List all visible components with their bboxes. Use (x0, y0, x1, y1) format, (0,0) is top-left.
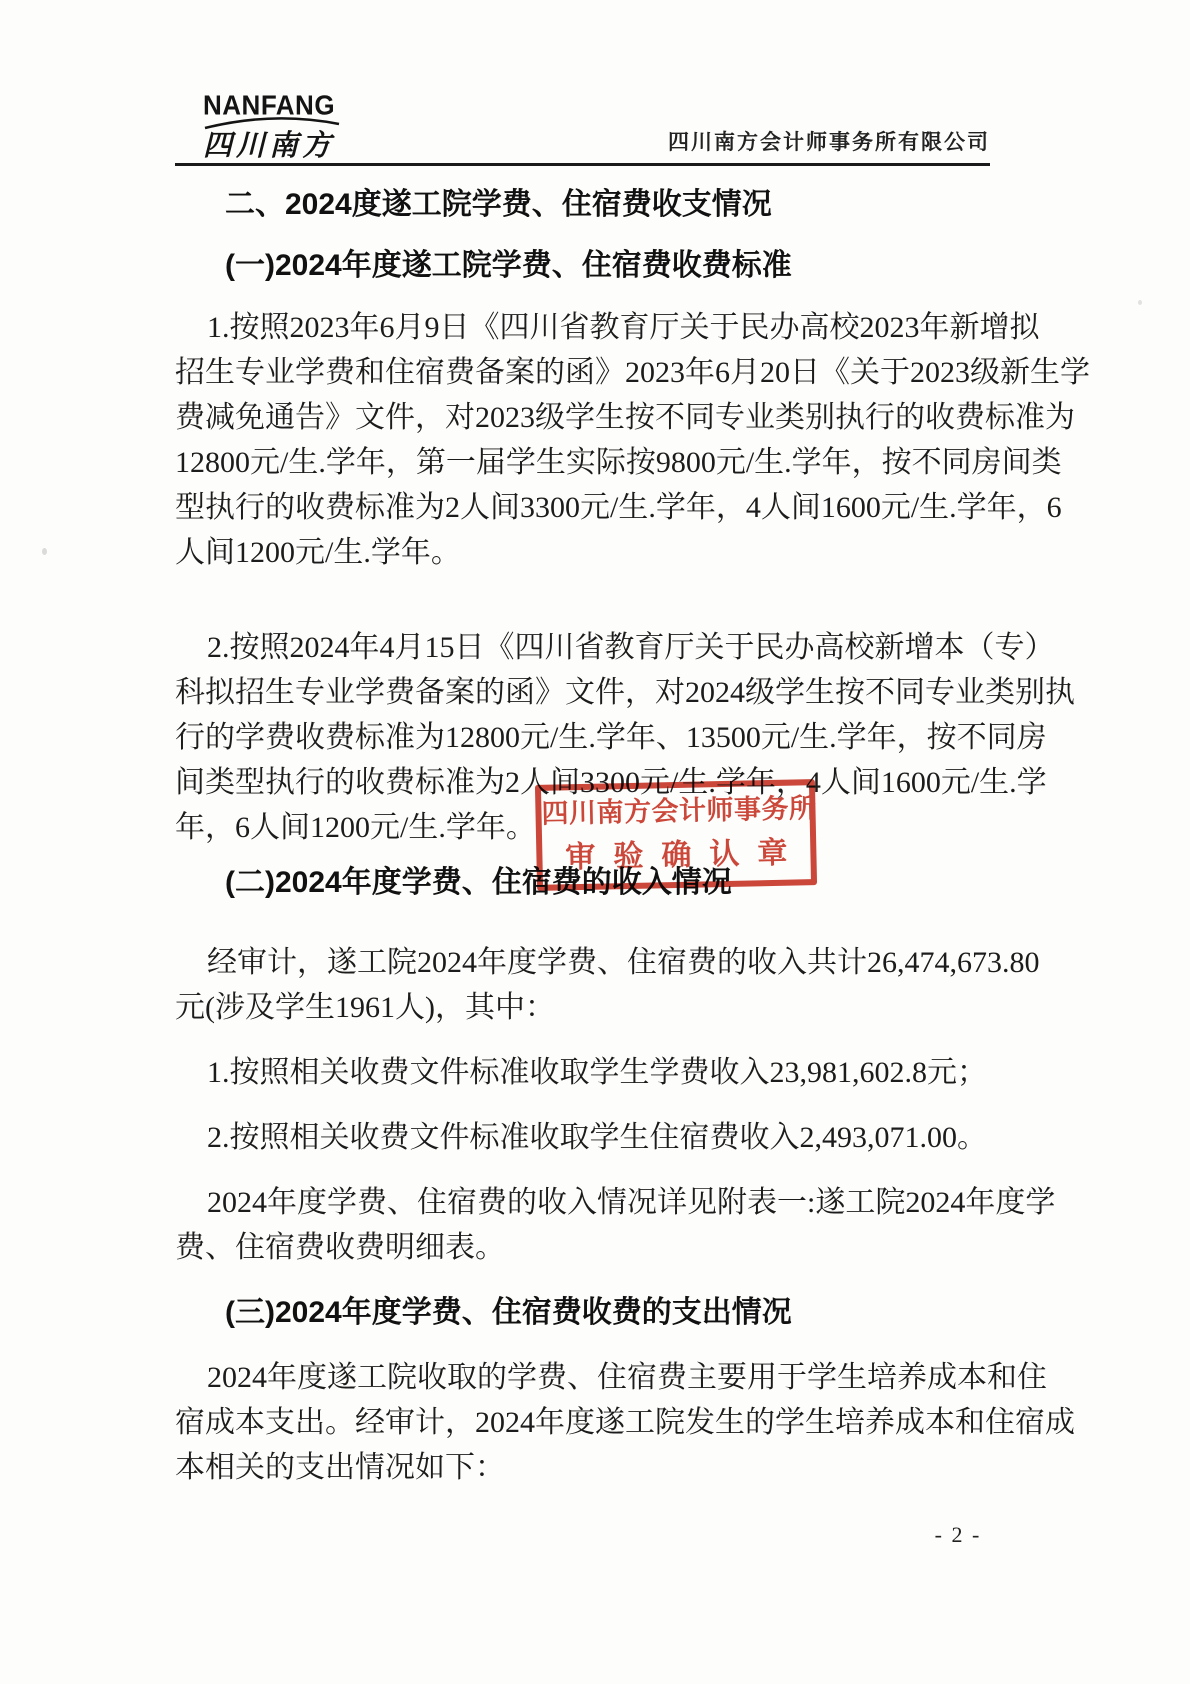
text-line: 2024年度学费、住宿费的收入情况详见附表一:遂工院2024年度学 (207, 1186, 1056, 1219)
text-line: 招生专业学费和住宿费备案的函》2023年6月20日《关于2023级新生学 (175, 356, 1090, 389)
section-heading: (二)2024年度学费、住宿费的收入情况 (225, 866, 732, 899)
stamp-company-name: 四川南方会计师事务所 (541, 793, 817, 829)
page-number: - 2 - (934, 1522, 982, 1547)
text-line: 型执行的收费标准为2人间3300元/生.学年，4人间1600元/生.学年，6 (175, 491, 1062, 524)
text-line: 宿成本支出。经审计，2024年度遂工院发生的学生培养成本和住宿成 (175, 1406, 1075, 1439)
text-line: 科拟招生专业学费备案的函》文件，对2024级学生按不同专业类别执 (175, 676, 1075, 709)
section-heading: 二、2024度遂工院学费、住宿费收支情况 (225, 188, 772, 221)
text-line: 人间1200元/生.学年。 (175, 536, 461, 569)
text-line: 1.按照2023年6月9日《四川省教育厅关于民办高校2023年新增拟 (207, 311, 1040, 344)
page-header (175, 88, 990, 166)
audit-stamp (535, 779, 817, 891)
text-line: 经审计，遂工院2024年度学费、住宿费的收入共计26,474,673.80 (207, 946, 1040, 979)
logo-chinese-name: 四川南方 (203, 130, 336, 162)
text-line: 间类型执行的收费标准为2人间3300元/生.学年，4人间1600元/生.学 (175, 766, 1047, 799)
section-heading: (三)2024年度学费、住宿费收费的支出情况 (225, 1296, 792, 1329)
header-divider (175, 163, 990, 166)
text-line: 费、住宿费收费明细表。 (175, 1231, 505, 1264)
scan-artifact (42, 548, 47, 555)
text-line: 年，6人间1200元/生.学年。 (175, 811, 536, 844)
text-line: 2.按照相关收费文件标准收取学生住宿费收入2,493,071.00。 (207, 1121, 987, 1154)
text-line: 1.按照相关收费文件标准收取学生学费收入23,981,602.8元； (207, 1056, 987, 1089)
section-heading: (一)2024年度遂工院学费、住宿费收费标准 (225, 249, 792, 282)
nanfang-logo (203, 90, 353, 164)
company-name: 四川南方会计师事务所有限公司 (668, 130, 990, 154)
text-line: 费减免通告》文件，对2023级学生按不同专业类别执行的收费标准为 (175, 401, 1075, 434)
stamp-label: 审验确认章 (565, 836, 806, 875)
text-line: 本相关的支出情况如下： (175, 1451, 505, 1484)
text-line: 2.按照2024年4月15日《四川省教育厅关于民办高校新增本（专） (207, 631, 1055, 664)
logo-wordmark: NANFANG (203, 89, 336, 121)
text-line: 行的学费收费标准为12800元/生.学年、13500元/生.学年，按不同房 (175, 721, 1047, 754)
text-line: 元(涉及学生1961人)，其中： (175, 991, 555, 1024)
scan-artifact (1138, 300, 1142, 305)
text-line: 2024年度遂工院收取的学费、住宿费主要用于学生培养成本和住 (207, 1361, 1047, 1394)
text-line: 12800元/生.学年，第一届学生实际按9800元/生.学年，按不同房间类 (175, 446, 1062, 479)
